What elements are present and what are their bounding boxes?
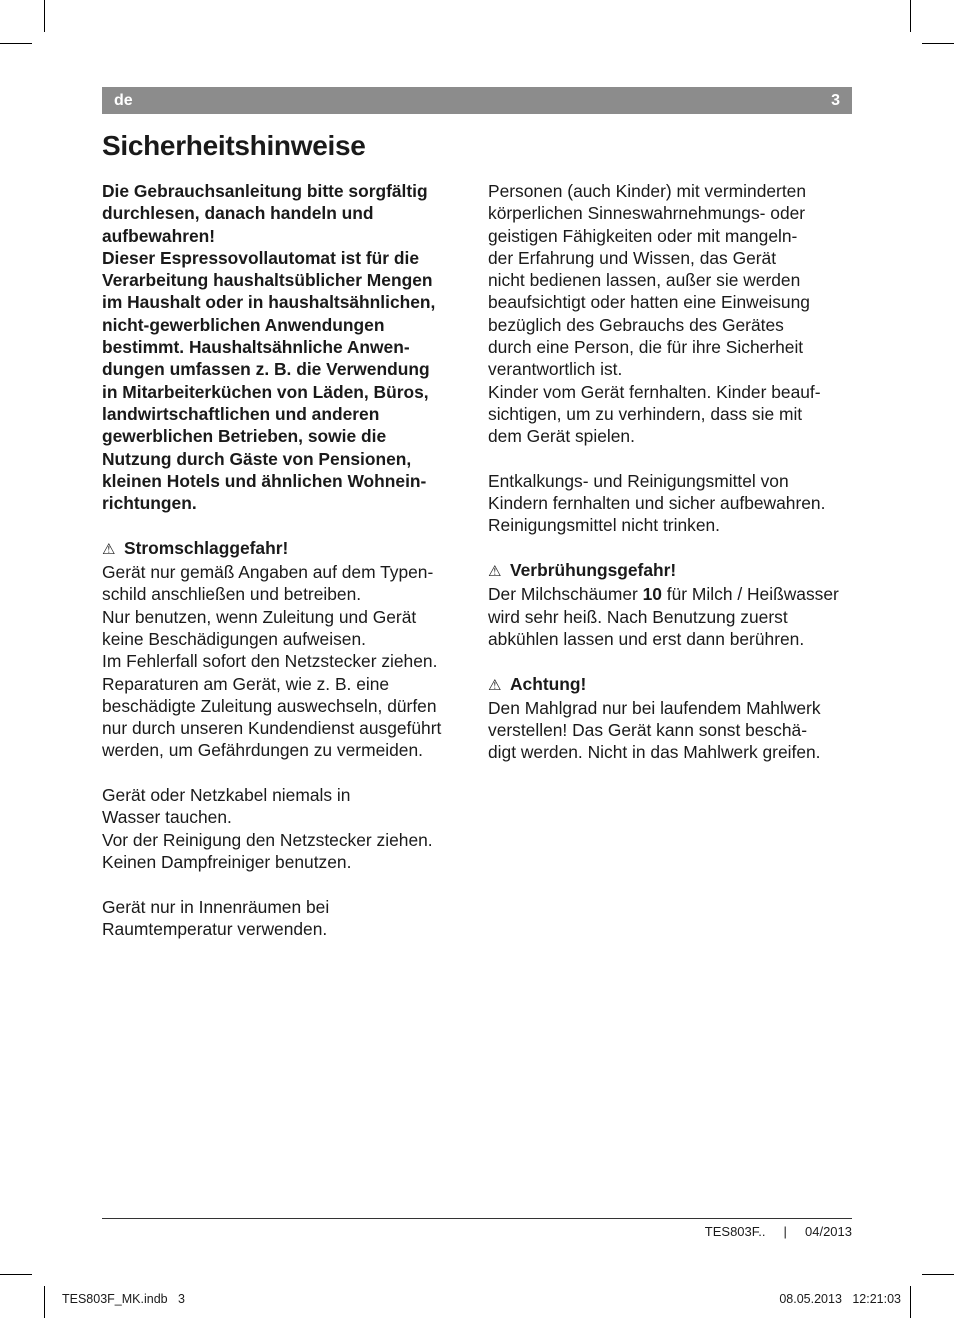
text-line: dungen umfassen z. B. die Verwendung — [102, 359, 430, 380]
text-line: Entkalkungs- und Reinigungsmittel von — [488, 470, 789, 491]
crop-mark — [910, 0, 911, 32]
grinder-paragraph — [488, 697, 858, 764]
warning-triangle-icon: ⚠ — [488, 563, 502, 581]
text-line: geistigen Fähigkeiten oder mit mangeln- — [488, 225, 798, 246]
text-line: Kindern fernhalten und sicher aufbewahren. — [488, 493, 826, 514]
text-line: in Mitarbeiterküchen von Läden, Büros, — [102, 381, 429, 402]
text-line: Reinigungsmittel nicht trinken. — [488, 515, 720, 536]
electric-shock-paragraph — [102, 561, 472, 762]
footer-separator: | — [783, 1224, 787, 1239]
page-title: Sicherheitshinweise — [102, 130, 366, 161]
text-line: durchlesen, danach handeln und — [102, 203, 374, 224]
text-line: nicht-gewerblichen Anwendungen — [102, 314, 385, 335]
right-column — [488, 180, 858, 764]
text-line: verstellen! Das Gerät kann sonst beschä- — [488, 720, 807, 741]
indoor-paragraph — [102, 896, 472, 941]
left-column — [102, 180, 472, 940]
warning-triangle-icon: ⚠ — [488, 676, 502, 694]
text-line: Reparaturen am Gerät, wie z. B. eine — [102, 673, 390, 694]
text-line: Personen (auch Kinder) mit verminderten — [488, 181, 807, 201]
text-line: der Erfahrung und Wissen, das Gerät — [488, 247, 777, 268]
print-slug-date: 08.05.2013 12:21:03 — [779, 1292, 901, 1306]
page-footer — [705, 1224, 852, 1239]
warning-triangle-icon: ⚠ — [102, 540, 116, 558]
text-line: Gerät nur in Innenräumen bei — [102, 896, 330, 917]
text-line: Die Gebrauchsanleitung bitte sorgfältig — [102, 181, 428, 201]
text-line: sichtigen, um zu verhindern, dass sie mit — [488, 403, 803, 424]
text-line: Nutzung durch Gäste von Pensionen, — [102, 448, 412, 469]
text-line: nur durch unseren Kundendienst ausgeführt — [102, 718, 442, 739]
text-line: landwirtschaftlichen und anderen — [102, 403, 380, 424]
text-line: gewerblichen Betrieben, sowie die — [102, 426, 387, 447]
crop-mark — [44, 0, 45, 32]
part-number: 10 — [642, 584, 662, 605]
warning-heading-attention: ⚠ Achtung! — [488, 673, 858, 697]
text-line: Wasser tauchen. — [102, 807, 232, 828]
text-line: Kinder vom Gerät fernhalten. Kinder beauf- — [488, 381, 821, 402]
text-line: Vor der Reinigung den Netzstecker ziehen. — [102, 829, 433, 850]
crop-mark — [910, 1286, 911, 1318]
text-line: Dieser Espressovollautomat ist für die — [102, 247, 419, 268]
text-line: Verarbeitung haushaltsüblicher Mengen — [102, 270, 433, 291]
text-line: körperlichen Sinneswahrnehmungs- oder — [488, 203, 806, 224]
print-slug-file: TES803F_MK.indb 3 — [62, 1292, 185, 1306]
descaling-paragraph — [488, 470, 858, 537]
persons-paragraph — [488, 180, 858, 448]
footer-date: 04/2013 — [805, 1224, 852, 1239]
crop-mark — [922, 1274, 954, 1275]
text-line: im Haushalt oder in haushaltsähnlichen, — [102, 292, 436, 313]
intro-paragraph — [102, 180, 472, 514]
warning-heading-electric-shock: ⚠ Stromschlaggefahr! — [102, 537, 472, 561]
text-line: Gerät nur gemäß Angaben auf dem Typen- — [102, 562, 434, 583]
water-paragraph — [102, 784, 472, 873]
crop-mark — [0, 1274, 32, 1275]
text-line: Nur benutzen, wenn Zuleitung und Gerät — [102, 606, 417, 627]
text-line: beschädigte Zuleitung auswechseln, dürfen — [102, 695, 437, 716]
text-line: Keinen Dampfreiniger benutzen. — [102, 851, 352, 872]
text-line: beaufsichtigt oder hatten eine Einweisung — [488, 292, 810, 313]
text-line: werden, um Gefährdungen zu vermeiden. — [102, 740, 423, 761]
text-line: durch eine Person, die für ihre Sicherheit — [488, 337, 804, 358]
text-line: wird sehr heiß. Nach Benutzung zuerst — [488, 606, 788, 627]
text-line: bezüglich des Gebrauchs des Gerätes — [488, 314, 784, 335]
scalding-paragraph — [488, 583, 858, 650]
crop-mark — [44, 1286, 45, 1318]
page-header-bar — [102, 87, 852, 114]
text-line: verantwortlich ist. — [488, 359, 623, 380]
text-line: bestimmt. Haushaltsähnliche Anwen- — [102, 337, 410, 358]
text-line: digt werden. Nicht in das Mahlwerk greifen. — [488, 742, 821, 763]
text-line: keine Beschädigungen aufweisen. — [102, 628, 366, 649]
text-line: Der Milchschäumer 10 für Milch / Heißwasser — [488, 584, 839, 605]
text-line: abkühlen lassen und erst dann berühren. — [488, 628, 805, 649]
text-line: dem Gerät spielen. — [488, 426, 635, 447]
model-number: TES803F.. — [704, 1224, 766, 1239]
footer-rule — [102, 1218, 852, 1219]
text-line: kleinen Hotels und ähnlichen Wohnein- — [102, 470, 427, 491]
text-line: aufbewahren! — [102, 225, 216, 246]
text-line: nicht bedienen lassen, außer sie werden — [488, 270, 801, 291]
language-code: de — [114, 91, 133, 109]
text-line: Im Fehlerfall sofort den Netzstecker ziehen. — [102, 651, 438, 672]
text-line: Den Mahlgrad nur bei laufendem Mahlwerk — [488, 697, 821, 718]
text-line: Raumtemperatur verwenden. — [102, 918, 328, 939]
crop-mark — [922, 43, 954, 44]
text-line: schild anschließen und betreiben. — [102, 584, 362, 605]
warning-heading-scalding: ⚠ Verbrühungsgefahr! — [488, 559, 858, 583]
page-number: 3 — [831, 91, 840, 109]
crop-mark — [0, 43, 32, 44]
text-line: richtungen. — [102, 493, 197, 514]
text-line: Gerät oder Netzkabel niemals in — [102, 785, 351, 806]
